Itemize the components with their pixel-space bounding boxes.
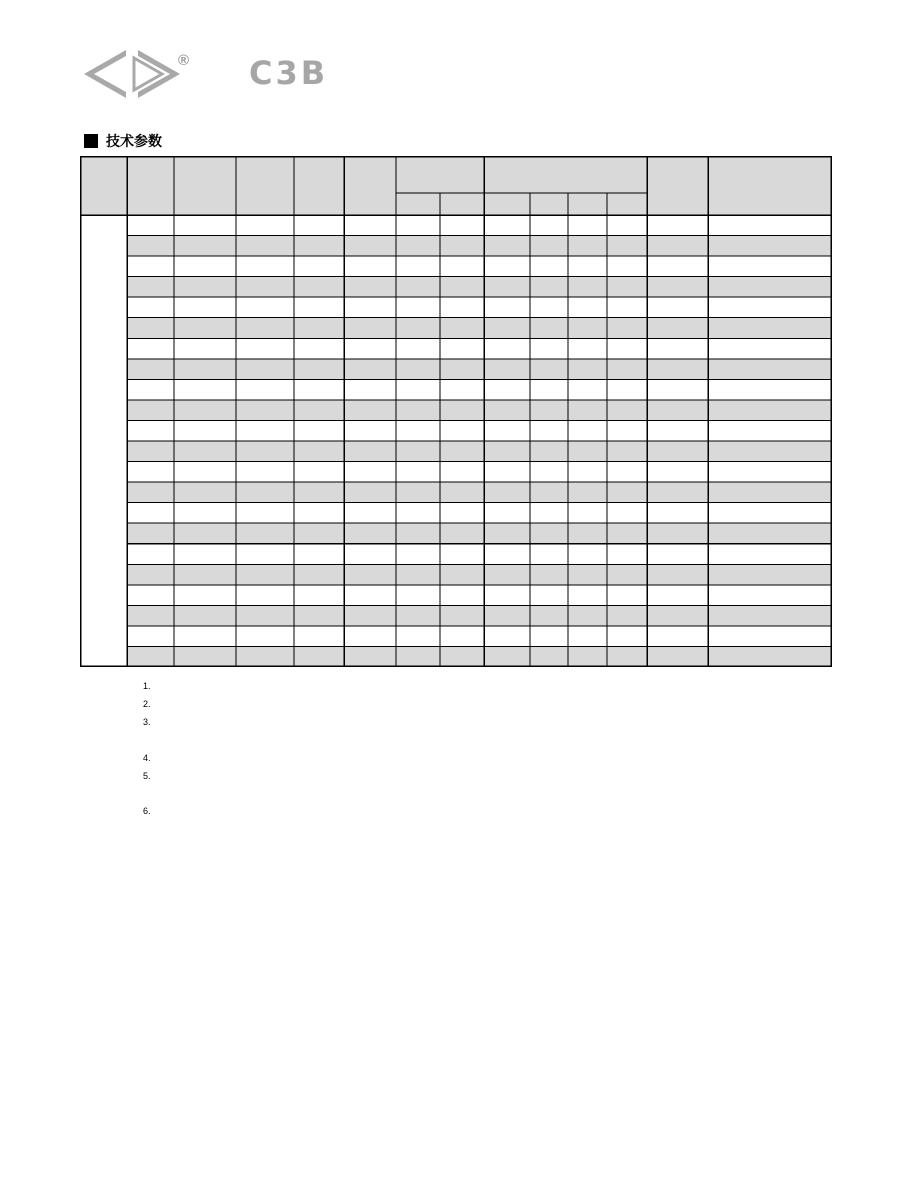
table-row-stripe	[127, 441, 832, 462]
section-heading	[84, 131, 162, 151]
table-row-stripe	[127, 359, 832, 380]
note-number: 2.	[143, 699, 151, 709]
table-header-fill	[80, 156, 832, 215]
table-row-stripe	[127, 523, 832, 544]
note-number: 1.	[143, 681, 151, 691]
table-row-stripe	[127, 236, 832, 257]
brand-logo-icon	[82, 48, 182, 100]
table-row-stripe	[127, 605, 832, 626]
registered-mark: ®	[178, 52, 190, 69]
technical-parameters-table	[80, 156, 832, 667]
table-row-stripe	[127, 564, 832, 585]
note-number: 6.	[143, 806, 151, 816]
table-row-stripe	[127, 646, 832, 667]
bullet-square-icon	[84, 134, 98, 148]
table-row-stripe	[127, 400, 832, 421]
table-row-stripe	[127, 277, 832, 298]
section-title: 技术参数	[106, 134, 162, 150]
table-row-stripe	[127, 318, 832, 339]
first-column-cell	[80, 215, 127, 667]
note-number: 3.	[143, 717, 151, 727]
table-row-stripe	[127, 482, 832, 503]
note-number: 5.	[143, 771, 151, 781]
model-title: C3B	[249, 54, 329, 92]
note-number: 4.	[143, 753, 151, 763]
